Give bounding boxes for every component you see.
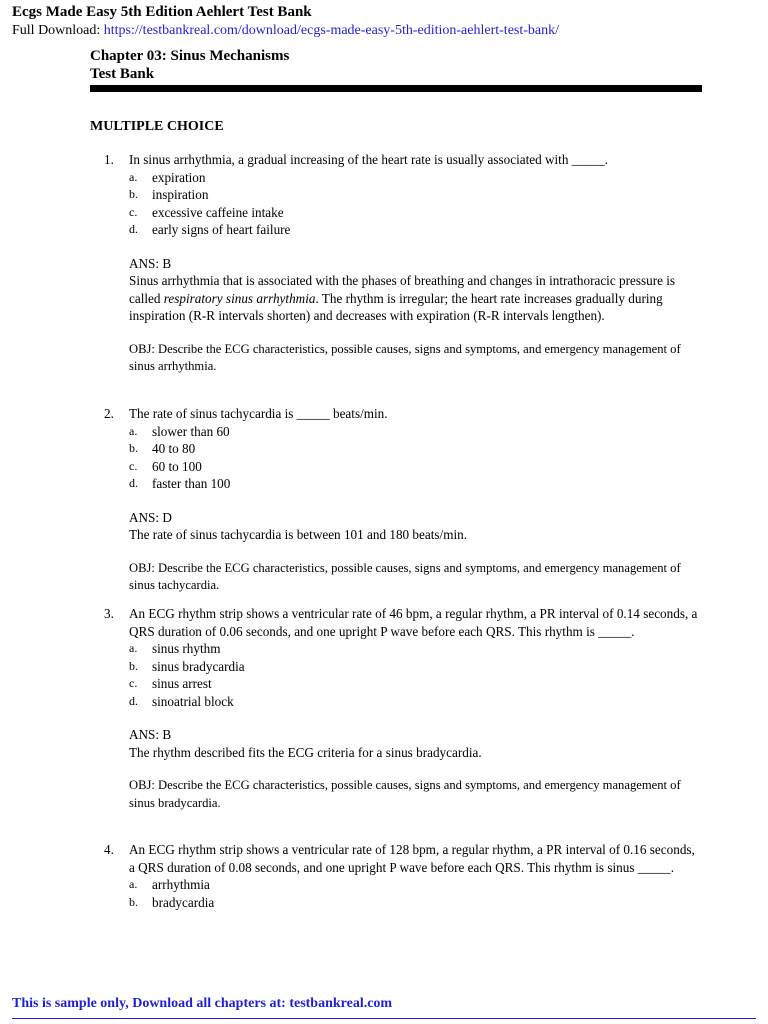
- option-text: early signs of heart failure: [152, 222, 291, 237]
- question-2: [90, 405, 700, 595]
- footer-rule: [12, 1018, 756, 1019]
- rationale: The rate of sinus tachycardia is between 101 and 180 beats/min.: [129, 527, 468, 542]
- answer-block: [129, 726, 700, 761]
- question-number: 2.: [104, 406, 114, 421]
- question-stem: An ECG rhythm strip shows a ventricular rate of 46 bpm, a regular rhythm, a PR interval of 0.14 seconds, a QRS duration of 0.06 seconds, and one upright P wave before each QRS. This rhythm is _____.: [129, 606, 698, 639]
- option-c: [129, 458, 700, 476]
- question-3: [90, 605, 700, 812]
- option-letter: d.: [129, 693, 138, 708]
- option-text: arrhythmia: [152, 877, 210, 892]
- objective: OBJ: Describe the ECG characteristics, possible causes, signs and symptoms, and emergency management of sinus arrhythmia.: [129, 341, 681, 373]
- option-b: [129, 440, 700, 458]
- answer-block: [129, 509, 700, 544]
- question-1: [90, 151, 700, 376]
- option-letter: d.: [129, 476, 138, 490]
- answer: ANS: D: [129, 509, 172, 525]
- answer: ANS: B: [129, 727, 172, 742]
- chapter-heading: [90, 47, 289, 83]
- option-b: [129, 894, 700, 912]
- option-d: [129, 693, 700, 711]
- option-letter: b.: [129, 441, 138, 455]
- option-a: [129, 423, 700, 441]
- option-letter: c.: [129, 676, 138, 690]
- option-text: sinus bradycardia: [152, 658, 245, 674]
- option-text: inspiration: [152, 187, 209, 202]
- question-number: 1.: [104, 152, 114, 167]
- option-b: [129, 658, 700, 676]
- option-letter: b.: [129, 187, 138, 201]
- option-c: [129, 675, 700, 693]
- option-letter: c.: [129, 458, 138, 473]
- option-b: [129, 186, 700, 204]
- section-heading: MULTIPLE CHOICE: [90, 119, 224, 134]
- option-a: [129, 876, 700, 894]
- rationale: [129, 272, 700, 325]
- option-text: expiration: [152, 169, 206, 185]
- objective: OBJ: Describe the ECG characteristics, possible causes, signs and symptoms, and emergency management of sinus bradycardia.: [129, 778, 681, 810]
- question-stem: The rate of sinus tachycardia is _____ beats/min.: [129, 406, 388, 421]
- option-text: slower than 60: [152, 423, 230, 439]
- option-a: [129, 169, 700, 187]
- option-text: sinus rhythm: [152, 641, 221, 656]
- answer-block: [129, 255, 700, 325]
- option-a: [129, 640, 700, 658]
- option-text: sinus arrest: [152, 676, 212, 691]
- option-list: [129, 169, 700, 239]
- heading-rule: [90, 85, 702, 92]
- option-list: [129, 876, 700, 911]
- option-list: [129, 640, 700, 710]
- option-letter: a.: [129, 877, 138, 891]
- download-link[interactable]: https://testbankreal.com/download/ecgs-made-easy-5th-edition-aehlert-test-bank/: [103, 23, 560, 38]
- footer-notice: This is sample only, Download all chapters at: testbankreal.com: [12, 996, 393, 1011]
- option-text: 40 to 80: [152, 441, 196, 456]
- rationale-text: Sinus arrhythmia that is associated with the phases of breathing and changes in intrathoracic pressure is called: [129, 273, 676, 306]
- option-text: 60 to 100: [152, 458, 202, 474]
- chapter-title: Chapter 03: Sinus Mechanisms: [90, 48, 290, 64]
- option-list: [129, 423, 700, 493]
- option-text: faster than 100: [152, 476, 231, 491]
- question-stem: An ECG rhythm strip shows a ventricular rate of 128 bpm, a regular rhythm, a PR interval of 0.16 seconds, a QRS duration of 0.08 seconds, and one upright P wave before each QRS. This rhythm is sinus _____.: [129, 842, 695, 875]
- rationale: The rhythm described fits the ECG criteria for a sinus bradycardia.: [129, 744, 482, 760]
- option-letter: c.: [129, 204, 138, 219]
- question-number: 4.: [104, 842, 114, 857]
- option-letter: a.: [129, 641, 138, 655]
- objective: OBJ: Describe the ECG characteristics, possible causes, signs and symptoms, and emergency management of sinus tachycardia.: [129, 560, 681, 592]
- option-letter: b.: [129, 894, 138, 909]
- option-c: [129, 204, 700, 222]
- download-label: Full Download:: [12, 23, 104, 38]
- option-d: [129, 221, 700, 239]
- option-d: [129, 475, 700, 493]
- rationale-emphasis: respiratory sinus arrhythmia: [163, 290, 316, 306]
- question-4: [90, 841, 700, 911]
- option-letter: b.: [129, 658, 138, 673]
- rationale-text: . The rhythm is irregular; the heart rate increases gradually during inspiration (R-R intervals shorten) and decreases with expiration (R-R intervals lengthen).: [129, 290, 663, 323]
- option-letter: a.: [129, 423, 138, 438]
- question-stem: In sinus arrhythmia, a gradual increasing of the heart rate is usually associated with _____.: [129, 152, 609, 167]
- chapter-subtitle: Test Bank: [90, 66, 155, 82]
- document-title: Ecgs Made Easy 5th Edition Aehlert Test Bank: [12, 4, 312, 20]
- question-number: 3.: [104, 606, 114, 621]
- option-text: sinoatrial block: [152, 693, 234, 709]
- option-text: excessive caffeine intake: [152, 204, 284, 220]
- option-letter: a.: [129, 169, 138, 184]
- option-letter: d.: [129, 222, 138, 236]
- download-line: [12, 23, 559, 39]
- option-text: bradycardia: [152, 894, 215, 910]
- answer: ANS: B: [129, 255, 172, 271]
